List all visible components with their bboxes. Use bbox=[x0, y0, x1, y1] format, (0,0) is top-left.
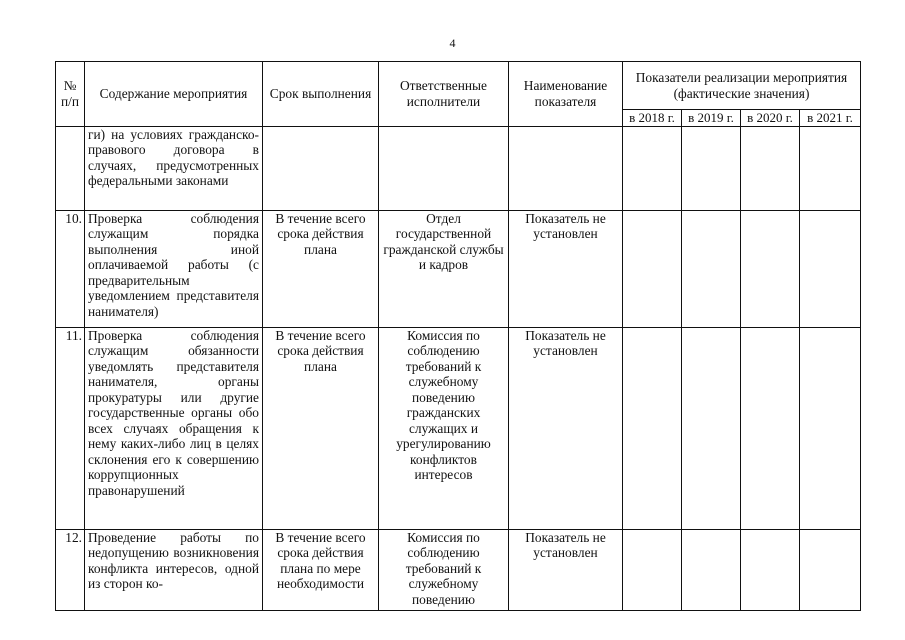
row-value-2018 bbox=[623, 327, 682, 529]
row-term bbox=[263, 126, 379, 210]
measures-table bbox=[55, 61, 861, 611]
row-value-2021 bbox=[800, 210, 861, 327]
row-value-2019 bbox=[682, 327, 741, 529]
header-indicators-group: Показатели реализации мероприятия (фактические значения) bbox=[623, 62, 861, 110]
row-indicator: Показатель не установлен bbox=[509, 529, 623, 610]
row-content: Проверка соблюдения служащим обязанности уведомлять представителя нанимателя, органы прокуратуры или другие государственные органы обо всех случаях обращения к нему каких-либо лиц в целях склонения его к совершению коррупционных правонарушений bbox=[85, 327, 263, 529]
row-value-2018 bbox=[623, 126, 682, 210]
row-value-2019 bbox=[682, 529, 741, 610]
row-term: В течение всего срока действия плана по мере необходимости bbox=[263, 529, 379, 610]
row-term: В течение всего срока действия плана bbox=[263, 210, 379, 327]
header-content: Содержание мероприятия bbox=[85, 62, 263, 127]
header-year-2021: в 2021 г. bbox=[800, 110, 861, 127]
row-value-2021 bbox=[800, 327, 861, 529]
row-value-2021 bbox=[800, 529, 861, 610]
row-indicator bbox=[509, 126, 623, 210]
row-content: Проверка соблюдения служащим порядка выполнения иной оплачиваемой работы (с предварительным уведомлением представителя нанимателя) bbox=[85, 210, 263, 327]
row-term: В течение всего срока действия плана bbox=[263, 327, 379, 529]
row-value-2020 bbox=[741, 327, 800, 529]
row-value-2020 bbox=[741, 210, 800, 327]
table-row bbox=[56, 529, 861, 610]
header-year-2019: в 2019 г. bbox=[682, 110, 741, 127]
table-row bbox=[56, 126, 861, 210]
row-value-2020 bbox=[741, 529, 800, 610]
row-value-2019 bbox=[682, 126, 741, 210]
row-number bbox=[56, 126, 85, 210]
row-value-2018 bbox=[623, 529, 682, 610]
header-num: № п/п bbox=[56, 62, 85, 127]
row-value-2020 bbox=[741, 126, 800, 210]
header-term: Срок выполнения bbox=[263, 62, 379, 127]
row-responsible: Комиссия по соблюдению требований к служебному поведению bbox=[379, 529, 509, 610]
table-row bbox=[56, 327, 861, 529]
row-indicator: Показатель не установлен bbox=[509, 327, 623, 529]
header-indicator: Наименование показателя bbox=[509, 62, 623, 127]
row-number: 10. bbox=[56, 210, 85, 327]
row-value-2021 bbox=[800, 126, 861, 210]
header-responsible: Ответственные исполнители bbox=[379, 62, 509, 127]
table-row bbox=[56, 210, 861, 327]
row-content: Проведение работы по недопущению возникновения конфликта интересов, одной из сторон ко- bbox=[85, 529, 263, 610]
row-value-2019 bbox=[682, 210, 741, 327]
row-number: 12. bbox=[56, 529, 85, 610]
header-year-2020: в 2020 г. bbox=[741, 110, 800, 127]
row-indicator: Показатель не установлен bbox=[509, 210, 623, 327]
row-responsible: Комиссия по соблюдению требований к служебному поведению гражданских служащих и урегулированию конфликтов интересов bbox=[379, 327, 509, 529]
page-number: 4 bbox=[449, 36, 456, 50]
row-value-2018 bbox=[623, 210, 682, 327]
header-year-2018: в 2018 г. bbox=[623, 110, 682, 127]
row-responsible: Отдел государственной гражданской службы и кадров bbox=[379, 210, 509, 327]
header-row-main bbox=[56, 62, 861, 110]
row-number: 11. bbox=[56, 327, 85, 529]
row-responsible bbox=[379, 126, 509, 210]
row-content: ги) на условиях гражданско-правового договора в случаях, предусмотренных федеральными законами bbox=[85, 126, 263, 210]
